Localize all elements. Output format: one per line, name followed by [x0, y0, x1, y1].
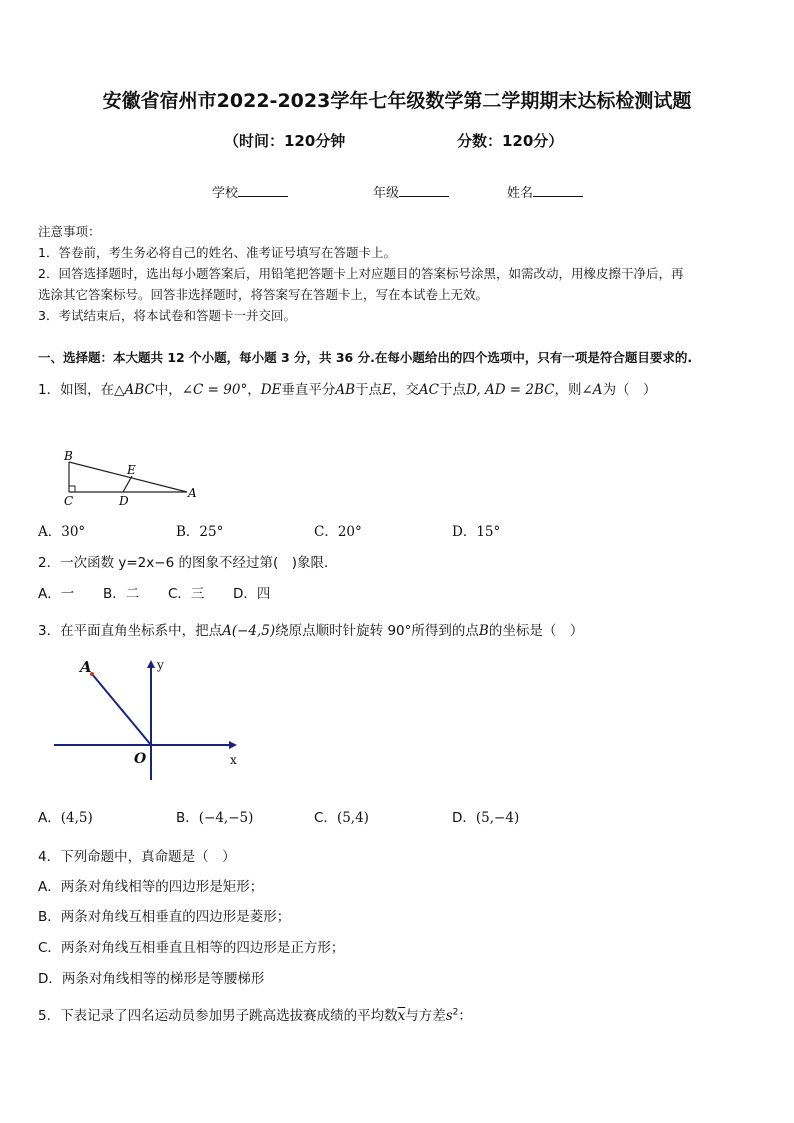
section-heading: 一、选择题：本大题共 12 个小题，每小题 3 分，共 36 分.在每小题给出的四个选项中，只有一项是符合题目要求的.	[38, 350, 693, 365]
x-arrow-icon	[229, 741, 237, 749]
q1-option-c[interactable]: C．20°	[314, 524, 362, 540]
option-label: D．	[452, 810, 476, 826]
q1-option-b[interactable]: B．25°	[176, 524, 224, 540]
q1-math: E	[382, 382, 392, 398]
question-2: 2．一次函数 y=2x−6 的图象不经过第( )象限．	[38, 555, 338, 571]
question-4: 4．下列命题中，真命题是（ ）	[38, 849, 236, 865]
q3-option-c[interactable]	[314, 806, 369, 826]
exam-score: 分数：120分）	[457, 132, 564, 150]
q1-math: AC	[418, 382, 440, 398]
option-value: (5,4)	[336, 810, 369, 826]
triangle-figure	[55, 445, 215, 513]
q3-option-a[interactable]	[38, 806, 93, 826]
q2-option-b[interactable]: B．二	[103, 586, 140, 602]
option-label: C．	[314, 810, 337, 826]
note-item: 2．回答选择题时，选出每小题答案后，用铅笔把答题卡上对应题目的答案标号涂黑，如需改动，用橡皮擦干净后，再	[38, 266, 684, 281]
segment-oa	[92, 674, 151, 745]
q1-text: 于点	[439, 382, 467, 398]
option-value: (4,5)	[60, 810, 93, 826]
question-1	[38, 378, 657, 398]
note-item: 1．答卷前，考生务必将自己的姓名、准考证号填写在答题卡上。	[38, 245, 396, 260]
q2-option-c[interactable]: C．三	[168, 586, 205, 602]
label-a: A	[80, 658, 92, 676]
q1-text: ，交	[391, 382, 419, 398]
segment-de	[123, 476, 132, 492]
q1-math: ∠C = 90°	[181, 382, 248, 398]
name-field	[507, 182, 583, 201]
label-b: B	[64, 449, 73, 463]
q1-text: 于点	[355, 382, 383, 398]
question-3	[38, 619, 583, 639]
q1-text: 垂直平分	[281, 382, 336, 398]
q4-option-a[interactable]: A．两条对角线相等的四边形是矩形；	[38, 879, 264, 895]
note-item: 3．考试结束后，将本试卷和答题卡一并交回。	[38, 308, 296, 323]
q1-math: D, AD = 2BC	[466, 382, 555, 398]
q3-text: 绕原点顺时针旋转 90°所得到的点	[275, 623, 479, 639]
option-label: B．	[176, 810, 199, 826]
q1-text: ，	[247, 382, 261, 398]
option-value: (5,−4)	[475, 810, 520, 826]
q1-text: 中，	[154, 382, 182, 398]
grade-blank	[399, 184, 449, 197]
notes-heading: 注意事项：	[38, 224, 101, 239]
q5-mean-symbol: $\overline{x}$	[397, 1008, 406, 1024]
q3-option-d[interactable]	[452, 806, 519, 826]
label-c: C	[64, 494, 74, 508]
q3-math: B	[478, 623, 489, 639]
school-label: 学校	[212, 186, 239, 201]
label-x: x	[230, 753, 237, 767]
q1-option-a[interactable]: A．30°	[38, 524, 86, 540]
name-blank	[533, 184, 583, 197]
q5-text: 与方差	[405, 1008, 446, 1024]
school-field	[212, 182, 288, 201]
q3-text: 的坐标是（ ）	[488, 623, 584, 639]
coordinate-figure	[50, 652, 250, 782]
q1-math: △ABC	[114, 382, 155, 398]
q1-math: DE	[260, 382, 282, 398]
q3-text: 3．在平面直角坐标系中，把点	[38, 623, 223, 639]
q3-option-b[interactable]	[176, 806, 253, 826]
q4-option-d[interactable]: D．两条对角线相等的梯形是等腰梯形	[38, 971, 265, 987]
school-blank	[238, 184, 288, 197]
q1-math: AB	[335, 382, 356, 398]
note-item: 选涂其它答案标号。回答非选择题时，将答案写在答题卡上，写在本试卷上无效。	[38, 287, 489, 302]
exam-time: （时间：120分钟	[224, 132, 346, 150]
q5-superscript: 2	[452, 1007, 459, 1018]
option-label: A．	[38, 810, 61, 826]
label-y: y	[157, 658, 164, 672]
q1-text: 为（ ）	[602, 382, 657, 398]
q1-text: ，则	[554, 382, 582, 398]
question-5	[38, 1004, 472, 1024]
label-a: A	[188, 486, 197, 500]
label-d: D	[119, 494, 129, 508]
q5-variance-symbol: s	[445, 1008, 453, 1024]
label-o: O	[134, 751, 147, 767]
q1-text: 1．如图，在	[38, 382, 115, 398]
grade-label: 年级	[373, 186, 400, 201]
grade-field	[373, 182, 449, 201]
option-value: (−4,−5)	[198, 810, 254, 826]
q5-text: 5．下表记录了四名运动员参加男子跳高选拔赛成绩的平均数	[38, 1008, 398, 1024]
q4-option-b[interactable]: B．两条对角线互相垂直的四边形是菱形；	[38, 909, 291, 925]
q5-text: ：	[458, 1008, 472, 1024]
q3-math: A(−4,5)	[222, 623, 276, 639]
q2-option-d[interactable]: D．四	[233, 586, 271, 602]
label-e: E	[127, 463, 136, 477]
page-title: 安徽省宿州市2022-2023学年七年级数学第二学期期末达标检测试题	[102, 90, 692, 112]
q4-option-c[interactable]: C．两条对角线互相垂直且相等的四边形是正方形；	[38, 940, 345, 956]
q1-option-d[interactable]: D．15°	[452, 524, 501, 540]
name-label: 姓名	[507, 186, 534, 201]
right-angle-mark	[69, 486, 75, 492]
y-arrow-icon	[147, 660, 155, 668]
q2-option-a[interactable]: A．一	[38, 586, 75, 602]
q1-math: ∠A	[581, 382, 603, 398]
